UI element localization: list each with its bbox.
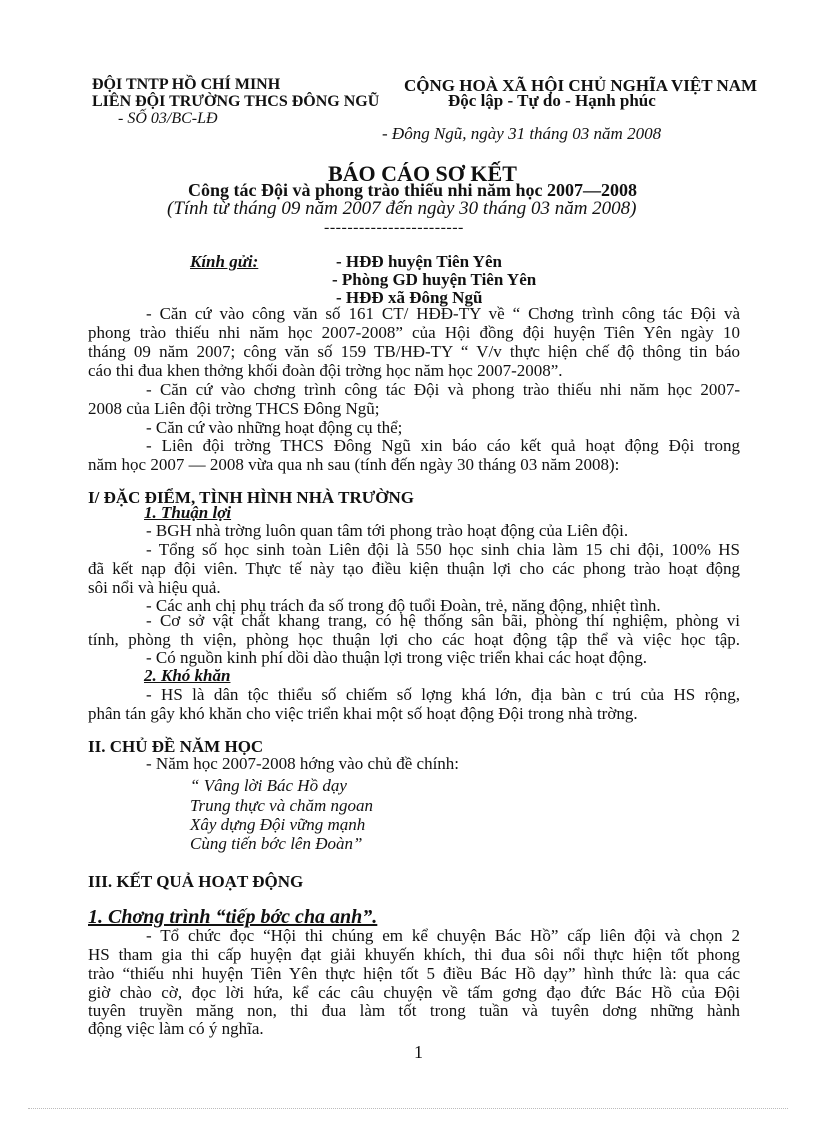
- body-line: giờ chào cờ, đọc lời hứa, kể các câu chuyện về tấm gơng đạo đức Bác Hồ của Đội: [88, 983, 740, 1002]
- page-number: 1: [414, 1042, 423, 1062]
- body-line: động việc làm có ý nghĩa.: [88, 1019, 264, 1038]
- intro-line: phong trào thiếu nhi năm học 2007-2008” của Hội đồng đội huyện Tiên Yên ngày 10: [88, 323, 740, 342]
- body-line: - Tổ chức đọc “Hội thi chúng em kể chuyện Bác Hồ” cấp liên đội và chọn 2: [146, 926, 740, 945]
- document-number: - SỐ 03/BC-LĐ: [118, 110, 218, 127]
- theme-line: “ Vâng lời Bác Hồ dạy: [190, 776, 347, 795]
- intro-line: - Căn cứ vào những hoạt động cụ thể;: [146, 418, 403, 437]
- body-line: đã kết nạp đội viên. Thực tế này tạo điều kiện thuận lợi cho các phong trào hoạt động: [88, 559, 740, 578]
- theme-line: Trung thực và chăm ngoan: [190, 796, 374, 815]
- section-heading: II. CHỦ ĐỀ NĂM HỌC: [88, 737, 264, 756]
- body-line: - Cơ sở vật chất khang trang, có hệ thống sân bãi, phòng thí nghiệm, phòng vi: [146, 611, 740, 630]
- body-line: sôi nổi và hiệu quả.: [88, 578, 221, 597]
- body-line: phân tán gây khó khăn cho việc triển khai một số hoạt động Đội trong nhà trờng.: [88, 704, 638, 723]
- intro-line: 2008 của Liên đội trờng THCS Đông Ngũ;: [88, 399, 380, 418]
- country-name: CỘNG HOÀ XÃ HỘI CHỦ NGHĨA VIỆT NAM: [404, 76, 758, 95]
- body-line: - Có nguồn kinh phí dồi dào thuận lợi trong việc triển khai các hoạt động.: [146, 648, 647, 667]
- page-bottom-divider: [28, 1108, 788, 1109]
- body-line: HS tham gia thi cấp huyện đạt giải khuyến khích, thi đua sôi nổi thực hiện tốt phong: [88, 945, 740, 964]
- recipients-label: Kính gửi:: [190, 252, 259, 271]
- theme-line: Xây dựng Đội vững mạnh: [190, 815, 366, 834]
- org-name: ĐỘI TNTP HỒ CHÍ MINH: [92, 76, 281, 93]
- body-line: - Các anh chị phụ trách đa số trong độ tuổi Đoàn, trẻ, năng động, nhiệt tình.: [146, 596, 661, 615]
- section-heading: III. KẾT QUẢ HOẠT ĐỘNG: [88, 872, 304, 891]
- body-line: tuyên truyền măng non, thi đua làm tốt trong tuần và tuyên dơng những hành: [88, 1001, 740, 1020]
- recipient-2: - Phòng GD huyện Tiên Yên: [332, 270, 537, 289]
- date-line: - Đông Ngũ, ngày 31 tháng 03 năm 2008: [382, 124, 662, 143]
- report-subtitle: Công tác Đội và phong trào thiếu nhi năm học 2007—2008: [188, 180, 638, 200]
- intro-line: năm học 2007 — 2008 vừa qua nh sau (tính đến ngày 30 tháng 03 năm 2008):: [88, 455, 620, 474]
- intro-line: - Căn cứ vào công văn số 161 CT/ HĐĐ-TY về “ Chơng trình công tác Đội và: [146, 304, 740, 323]
- subsection-heading: 1. Thuận lợi: [144, 503, 232, 522]
- intro-line: tháng 09 năm 2007; công văn số 159 TB/HĐ-TY “ V/v thực hiện chế độ thông tin báo: [88, 342, 740, 361]
- intro-line: cáo thi đua khen thởng khối đoàn đội trờng học năm học 2007-2008”.: [88, 361, 563, 380]
- subsection-heading: 1. Chơng trình “tiếp bớc cha anh”.: [88, 906, 378, 928]
- body-line: trào “thiếu nhi huyện Tiên Yên thực hiện tốt 5 điều Bác Hồ dạy” hình thức là: qua các: [88, 964, 740, 983]
- recipient-1: - HĐĐ huyện Tiên Yên: [336, 252, 502, 271]
- recipient-3: - HĐĐ xã Đông Ngũ: [336, 288, 483, 307]
- body-line: - BGH nhà trờng luôn quan tâm tới phong trào hoạt động của Liên đội.: [146, 521, 629, 540]
- body-line: - HS là dân tộc thiểu số chiếm số lợng khá lớn, địa bàn c trú của HS rộng,: [146, 685, 740, 704]
- report-period: (Tính từ tháng 09 năm 2007 đến ngày 30 tháng 03 năm 2008): [167, 198, 637, 219]
- intro-line: - Căn cứ vào chơng trình công tác Đội và phong trào thiếu nhi năm học 2007-: [146, 380, 740, 399]
- report-title: BÁO CÁO SƠ KẾT: [328, 161, 517, 186]
- intro-line: - Liên đội trờng THCS Đông Ngũ xin báo cáo kết quả hoạt động Đội trong: [146, 436, 740, 455]
- title-separator: ------------------------: [324, 219, 464, 236]
- subsection-heading: 2. Khó khăn: [144, 666, 231, 685]
- section-heading: I/ ĐẶC ĐIỂM, TÌNH HÌNH NHÀ TRƯỜNG: [88, 488, 415, 507]
- national-motto: Độc lập - Tự do - Hạnh phúc: [448, 91, 656, 110]
- body-line: - Năm học 2007-2008 hớng vào chủ đề chính:: [146, 754, 460, 773]
- theme-line: Cùng tiến bớc lên Đoàn”: [190, 834, 363, 853]
- body-line: - Tổng số học sinh toàn Liên đội là 550 học sinh chia làm 15 chi đội, 100% HS: [146, 540, 740, 559]
- school-name: LIÊN ĐỘI TRƯỜNG THCS ĐÔNG NGŨ: [92, 93, 380, 110]
- body-line: tính, phòng th viện, phòng học thuận lợi cho các hoạt động tập thể và việc học tập.: [88, 630, 740, 649]
